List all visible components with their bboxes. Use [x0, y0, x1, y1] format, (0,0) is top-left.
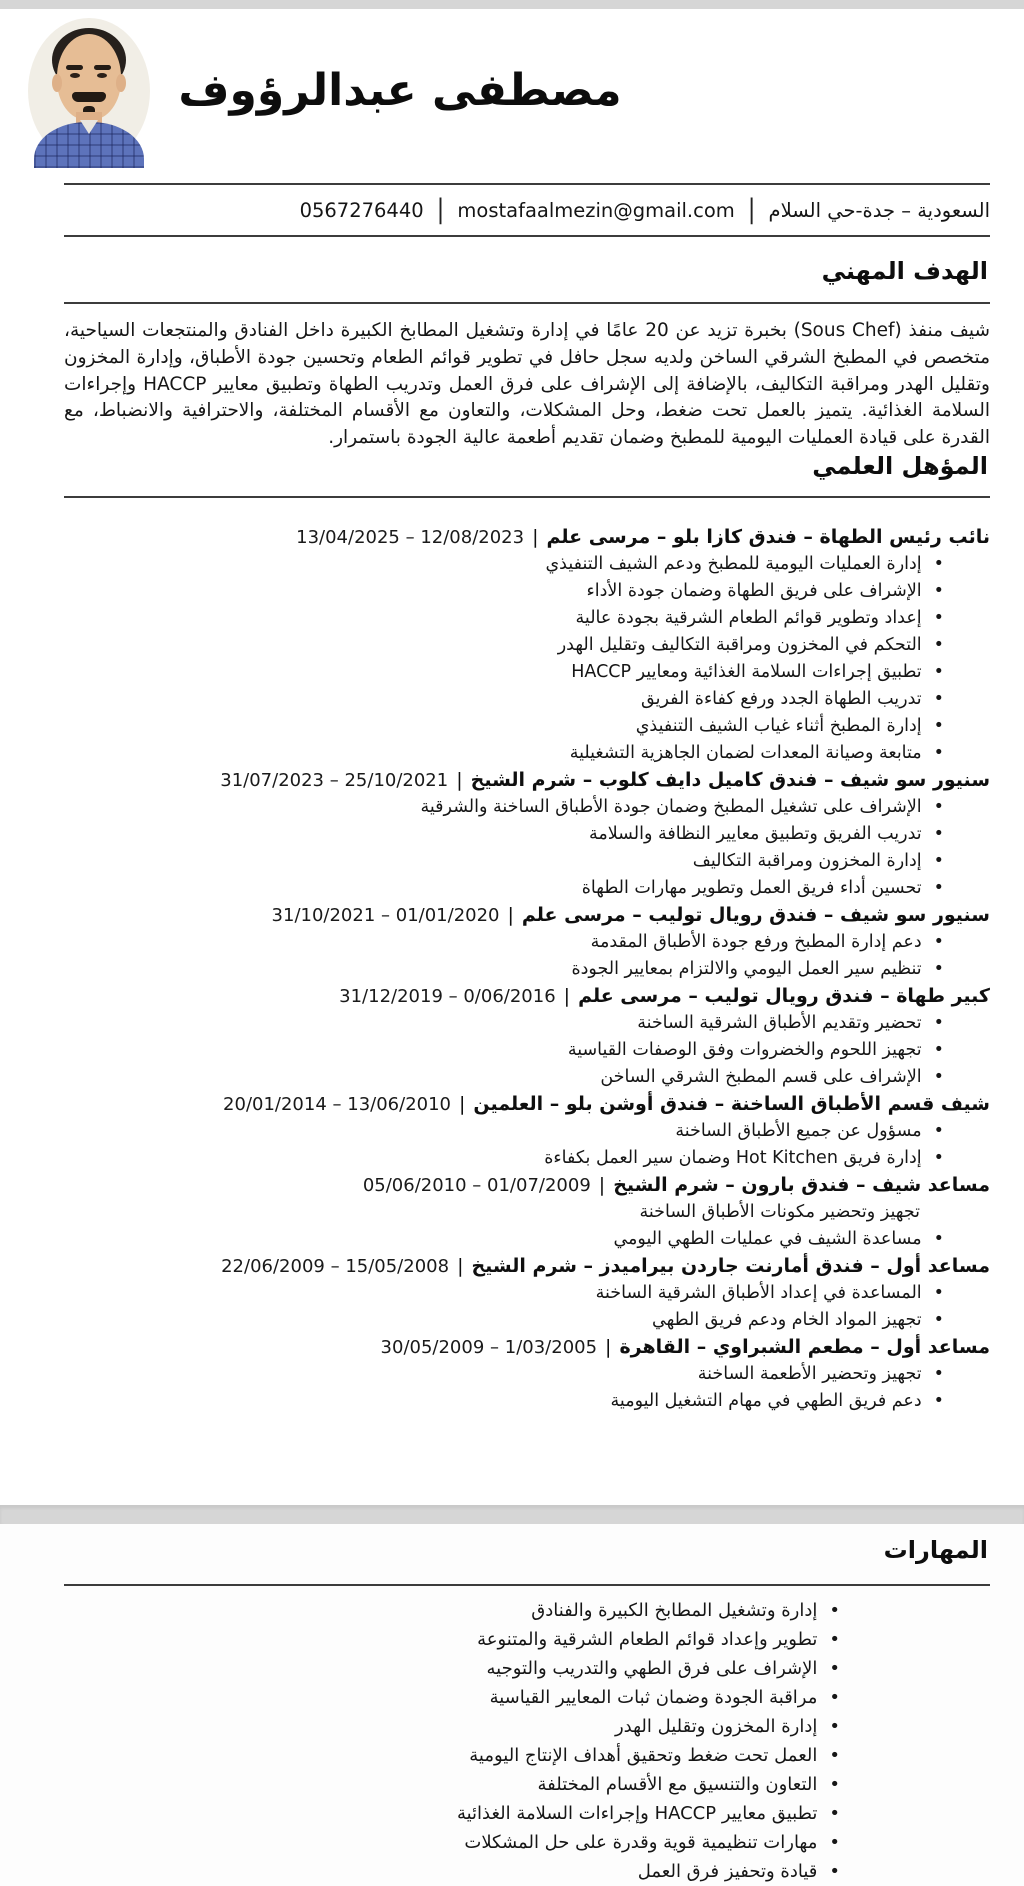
skill-item — [64, 1741, 840, 1770]
bullet-item — [64, 605, 944, 632]
bullet-item — [64, 956, 944, 983]
job-bullet-list — [64, 1010, 990, 1091]
bullet-icon: • — [933, 1012, 944, 1033]
job-bullet-list — [64, 794, 990, 902]
job-title-line — [64, 902, 990, 929]
bullet-item — [64, 551, 944, 578]
skill-text: العمل تحت ضغط وتحقيق أهداف الإنتاج اليومية — [469, 1745, 818, 1766]
bullet-icon: • — [829, 1629, 840, 1650]
job-position: شيف قسم الأطباق الساخنة – فندق أوشن بلو – العلمين — [473, 1092, 990, 1115]
bullet-text: إدارة المطبخ أثناء غياب الشيف التنفيذي — [635, 715, 922, 736]
viewer-top-strip — [0, 0, 1024, 9]
bullet-icon: • — [933, 1309, 944, 1330]
bullet-item — [64, 1226, 944, 1253]
bullet-text: دعم إدارة المطبخ ورفع جودة الأطباق المقدمة — [590, 931, 922, 952]
bullet-item — [64, 1118, 944, 1145]
photo-ear-right — [116, 74, 126, 92]
page-1 — [0, 9, 1024, 1505]
bullet-item — [64, 1010, 944, 1037]
skill-item — [64, 1712, 840, 1741]
job-title-line — [64, 767, 990, 794]
photo-eye-left — [70, 73, 80, 78]
job-position: مساعد أول – مطعم الشبراوي – القاهرة — [619, 1335, 990, 1358]
bullet-icon: • — [829, 1658, 840, 1679]
skill-item — [64, 1654, 840, 1683]
job-entry — [64, 902, 990, 983]
job-position: سنيور سو شيف – فندق رويال توليب – مرسى علم — [521, 903, 990, 926]
bullet-icon: • — [829, 1803, 840, 1824]
bullet-icon: • — [933, 661, 944, 682]
bullet-text: الإشراف على قسم المطبخ الشرقي الساخن — [600, 1066, 922, 1087]
bullet-icon: • — [829, 1687, 840, 1708]
bullet-icon: • — [933, 1147, 944, 1168]
resume-header — [0, 9, 1024, 183]
bullet-text: تحضير وتقديم الأطباق الشرقية الساخنة — [637, 1012, 922, 1033]
job-entry — [64, 983, 990, 1091]
bullet-text: التحكم في المخزون ومراقبة التكاليف وتقليل الهدر — [557, 634, 922, 655]
skill-item — [64, 1625, 840, 1654]
bullet-icon: • — [933, 688, 944, 709]
section-title-skills: المهارات — [64, 1524, 990, 1586]
job-dates: 01/01/2020 – 31/10/2021 — [271, 904, 500, 926]
skill-text: مهارات تنظيمية قوية وقدرة على حل المشكلات — [464, 1832, 818, 1853]
bullet-icon: • — [933, 1282, 944, 1303]
skill-text: تطوير وإعداد قوائم الطعام الشرقية والمتنوعة — [477, 1629, 818, 1650]
job-bullet-list — [64, 1118, 990, 1172]
bullet-text: تنظيم سير العمل اليومي والالتزام بمعايير الجودة — [571, 958, 922, 979]
job-title-line — [64, 1334, 990, 1361]
bullet-item — [64, 1388, 944, 1415]
bullet-icon: • — [933, 796, 944, 817]
job-position: كبير طهاة – فندق رويال توليب – مرسى علم — [578, 984, 990, 1007]
bullet-icon: • — [933, 877, 944, 898]
photo-mustache — [72, 92, 106, 102]
job-bullet-list — [64, 1226, 990, 1253]
bullet-text: تجهيز اللحوم والخضروات وفق الوصفات القياسية — [567, 1039, 922, 1060]
bullet-icon: • — [829, 1745, 840, 1766]
job-bullet-list — [64, 1361, 990, 1415]
bullet-icon: • — [829, 1716, 840, 1737]
bullet-text: الإشراف على فريق الطهاة وضمان جودة الأداء — [586, 580, 922, 601]
skill-text: تطبيق معايير HACCP وإجراءات السلامة الغذائية — [456, 1803, 818, 1824]
job-entry — [64, 1091, 990, 1172]
photo-eye-right — [97, 73, 107, 78]
job-bullet-list — [64, 1280, 990, 1334]
skill-item — [64, 1770, 840, 1799]
objective-paragraph: شيف منفذ (Sous Chef) بخبرة تزيد عن 20 عامًا في إدارة وتشغيل المطابخ الكبيرة داخل الفنادق والمنتجعات السياحية، متخصص في المطبخ الشرقي الساخن ولديه سجل حافل في تطوير قوائم الطعام وتحسين جودة الأطباق، وإدارة المخزون وتقليل الهدر ومراقبة التكاليف، بالإضافة إلى الإشراف على فرق العمل وتدريب الطهاة وتطبيق معايير HACCP وإجراءات السلامة الغذائية. يتميز بالعمل تحت ضغط، وحل المشكلات، والتعاون مع الأقسام المختلفة، والاحترافية والانضباط، مع القدرة على قيادة العمليات اليومية للمطبخ وضمان تقديم أطعمة عالية الجودة باستمرار. — [64, 320, 990, 449]
photo-eyebrow-right — [94, 65, 111, 70]
bullet-text: مساعدة الشيف في عمليات الطهي اليومي — [613, 1228, 922, 1249]
contact-location: السعودية – جدة-حي السلام — [768, 198, 990, 222]
skill-text: إدارة المخزون وتقليل الهدر — [614, 1716, 818, 1737]
bullet-icon: • — [933, 850, 944, 871]
bullet-icon: • — [933, 823, 944, 844]
section-title-objective: الهدف المهني — [64, 237, 990, 304]
bullet-text: تدريب الفريق وتطبيق معايير النظافة والسلامة — [588, 823, 922, 844]
job-dates: 01/07/2009 – 05/06/2010 — [362, 1174, 591, 1196]
candidate-name: مصطفى عبدالرؤوف — [178, 65, 622, 116]
skill-text: الإشراف على فرق الطهي والتدريب والتوجيه — [486, 1658, 818, 1679]
job-dates: 15/05/2008 – 22/06/2009 — [221, 1255, 450, 1277]
bullet-icon: • — [829, 1774, 840, 1795]
bullet-item — [64, 686, 944, 713]
bullet-icon: • — [933, 958, 944, 979]
job-title-line — [64, 983, 990, 1010]
experience-entries — [64, 524, 990, 1415]
page-break-gap — [0, 1505, 1024, 1524]
bullet-text: تجهيز المواد الخام ودعم فريق الطهي — [652, 1309, 922, 1330]
bullet-icon: • — [933, 1039, 944, 1060]
bullet-icon: • — [933, 607, 944, 628]
page-2 — [0, 1524, 1024, 1886]
skill-text: إدارة وتشغيل المطابخ الكبيرة والفنادق — [531, 1600, 818, 1621]
bullet-text: تحسين أداء فريق العمل وتطوير مهارات الطهاة — [581, 877, 922, 898]
bullet-text: إعداد وتطوير قوائم الطعام الشرقية بجودة عالية — [575, 607, 922, 628]
bullet-icon: • — [933, 742, 944, 763]
skill-item — [64, 1596, 840, 1625]
title-divider: | — [532, 525, 539, 548]
job-entry — [64, 767, 990, 902]
bullet-text: تدريب الطهاة الجدد ورفع كفاءة الفريق — [641, 688, 922, 709]
job-bullet-list — [64, 929, 990, 983]
bullet-text: إدارة فريق Hot Kitchen وضمان سير العمل بكفاءة — [544, 1147, 922, 1168]
photo-ear-left — [52, 74, 62, 92]
bullet-icon: • — [933, 580, 944, 601]
bullet-icon: • — [933, 1363, 944, 1384]
bullet-text: إدارة المخزون ومراقبة التكاليف — [692, 850, 922, 871]
title-divider: | — [459, 1092, 466, 1115]
bullet-icon: • — [933, 715, 944, 736]
bullet-item — [64, 1280, 944, 1307]
title-divider: | — [507, 903, 514, 926]
bullet-icon: • — [829, 1600, 840, 1621]
bullet-icon: • — [933, 1066, 944, 1087]
page2-content — [0, 1524, 1024, 1886]
job-entry — [64, 1253, 990, 1334]
job-note: تجهيز وتحضير مكونات الأطباق الساخنة — [639, 1201, 920, 1222]
bullet-text: تطبيق إجراءات السلامة الغذائية ومعايير HACCP — [571, 661, 922, 682]
bullet-icon: • — [933, 634, 944, 655]
bullet-icon: • — [829, 1832, 840, 1853]
contact-bar — [64, 183, 990, 237]
bullet-item — [64, 1064, 944, 1091]
bullet-item — [64, 1037, 944, 1064]
skills-list — [64, 1586, 990, 1886]
job-entry — [64, 524, 990, 767]
bullet-item — [64, 659, 944, 686]
bullet-text: متابعة وصيانة المعدات لضمان الجاهزية التشغيلية — [569, 742, 922, 763]
skill-text: قيادة وتحفيز فرق العمل — [637, 1861, 818, 1882]
bullet-item — [64, 632, 944, 659]
job-position: نائب رئيس الطهاة – فندق كازا بلو – مرسى علم — [546, 525, 990, 548]
bullet-item — [64, 1145, 944, 1172]
bullet-icon: • — [933, 1120, 944, 1141]
bullet-icon: • — [933, 553, 944, 574]
skill-item — [64, 1828, 840, 1857]
bullet-text: دعم فريق الطهي في مهام التشغيل اليومية — [610, 1390, 922, 1411]
contact-phone: 0567276440 — [299, 198, 424, 222]
job-dates: 25/10/2021 – 31/07/2023 — [220, 769, 449, 791]
bullet-item — [64, 740, 944, 767]
bullet-item — [64, 713, 944, 740]
bullet-item — [64, 848, 944, 875]
page-content — [0, 183, 1024, 1415]
job-entry — [64, 1172, 990, 1253]
bullet-item — [64, 578, 944, 605]
job-title-line — [64, 1091, 990, 1118]
contact-email: mostafaalmezin@gmail.com — [457, 198, 735, 222]
skill-item — [64, 1799, 840, 1828]
bullet-item — [64, 1307, 944, 1334]
title-divider: | — [605, 1335, 612, 1358]
job-entry — [64, 1334, 990, 1415]
bullet-item — [64, 929, 944, 956]
job-title-line — [64, 1172, 990, 1199]
job-bullet-list — [64, 551, 990, 767]
skill-item — [64, 1857, 840, 1886]
bullet-text: مسؤول عن جميع الأطباق الساخنة — [675, 1120, 922, 1141]
job-position: مساعد أول – فندق أمارنت جاردن بيراميدز – شرم الشيخ — [471, 1254, 990, 1277]
job-position: مساعد شيف – فندق بارون – شرم الشيخ — [613, 1173, 990, 1196]
section-title-experience: المؤهل العلمي — [64, 452, 990, 498]
contact-separator: | — [436, 195, 445, 225]
bullet-icon: • — [829, 1861, 840, 1882]
job-dates: 1/03/2005 – 30/05/2009 — [380, 1336, 598, 1358]
bullet-icon: • — [933, 1390, 944, 1411]
job-dates: 12/08/2023 – 13/04/2025 — [296, 526, 525, 548]
bullet-text: الإشراف على تشغيل المطبخ وضمان جودة الأطباق الساخنة والشرقية — [420, 796, 922, 817]
job-position: سنيور سو شيف – فندق كاميل دايف كلوب – شرم الشيخ — [470, 768, 990, 791]
job-title-line — [64, 1253, 990, 1280]
bullet-icon: • — [933, 931, 944, 952]
skill-text: التعاون والتنسيق مع الأقسام المختلفة — [537, 1774, 818, 1795]
photo-eyebrow-left — [66, 65, 83, 70]
bullet-text: إدارة العمليات اليومية للمطبخ ودعم الشيف التنفيذي — [545, 553, 922, 574]
bullet-item — [64, 821, 944, 848]
title-divider: | — [456, 768, 463, 791]
bullet-item — [64, 1361, 944, 1388]
profile-photo — [28, 18, 150, 164]
title-divider: | — [457, 1254, 464, 1277]
job-dates: 0/06/2016 – 31/12/2019 — [339, 985, 556, 1007]
bullet-text: تجهيز وتحضير الأطعمة الساخنة — [697, 1363, 922, 1384]
bullet-item — [64, 875, 944, 902]
skill-text: مراقبة الجودة وضمان ثبات المعايير القياسية — [489, 1687, 818, 1708]
bullet-icon: • — [933, 1228, 944, 1249]
bullet-text: المساعدة في إعداد الأطباق الشرقية الساخنة — [595, 1282, 922, 1303]
job-dates: 13/06/2010 – 20/01/2014 — [223, 1093, 451, 1115]
job-title-line — [64, 524, 990, 551]
contact-separator: | — [747, 195, 756, 225]
skill-item — [64, 1683, 840, 1712]
title-divider: | — [563, 984, 571, 1007]
bullet-item — [64, 794, 944, 821]
title-divider: | — [598, 1173, 606, 1196]
